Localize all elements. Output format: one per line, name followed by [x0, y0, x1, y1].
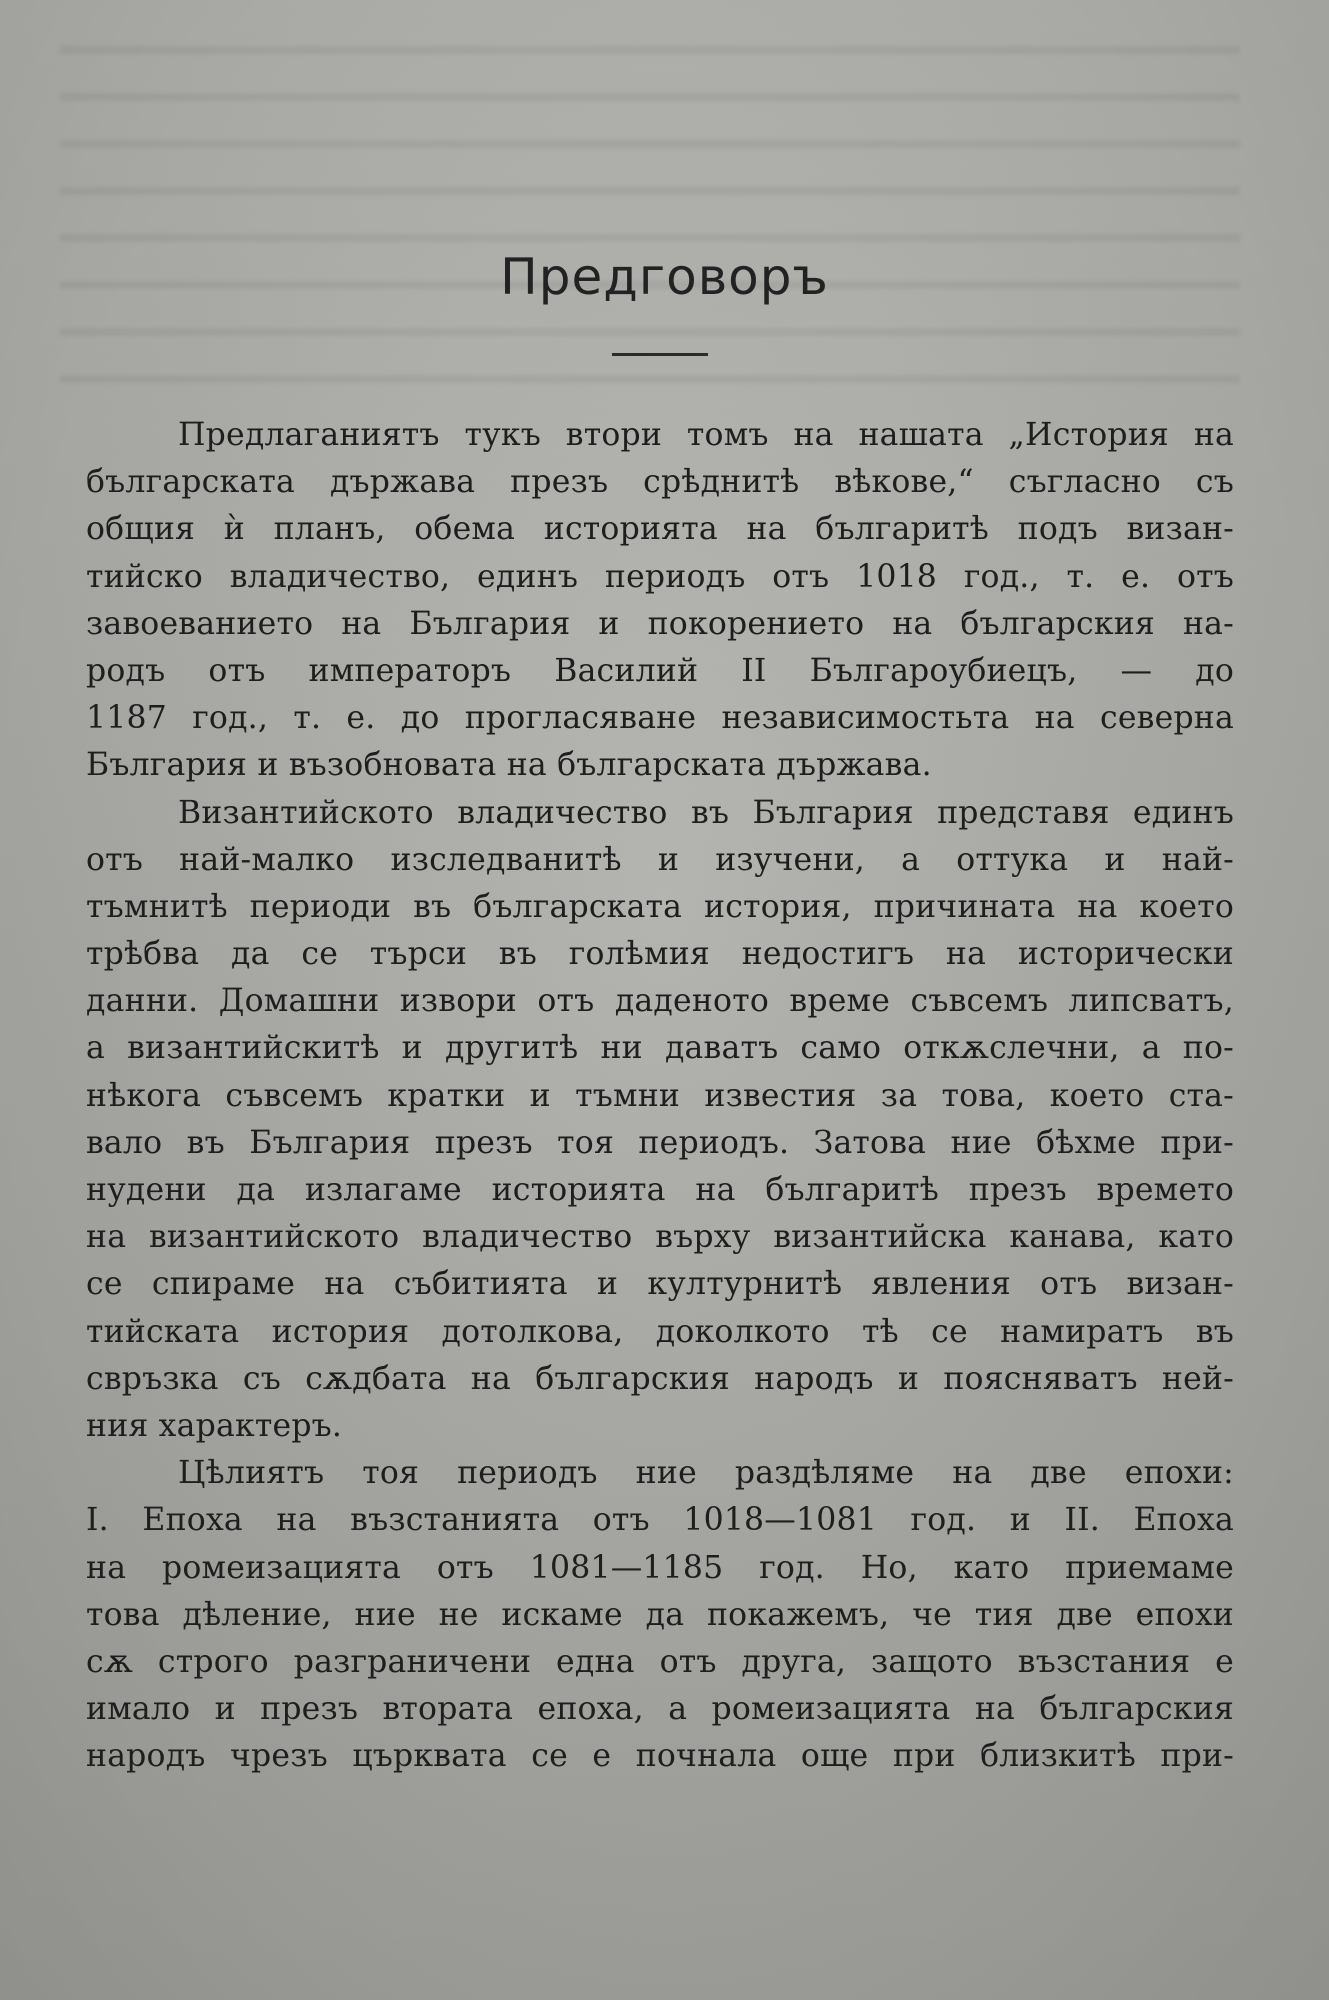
text-line: Предлаганиятъ тукъ втори томъ на нашата „История на [178, 417, 1234, 453]
text-line: родъ отъ императоръ Василий II Българоубиецъ, — до [86, 652, 1234, 689]
text-line: а византийскитѣ и другитѣ ни даватъ само откѫслечни, а по- [86, 1030, 1234, 1067]
text-line: имало и презъ втората епоха, а ромеизацията на българския [86, 1691, 1234, 1728]
text-line: сѫ строго разграничени една отъ друга, защото възстания е [86, 1643, 1234, 1680]
text-line: 1187 год., т. е. до прогласяване независимостьта на северна [86, 700, 1234, 737]
text-line: вало въ България презъ тоя периодъ. Затова ние бѣхме при- [86, 1124, 1234, 1161]
title-rule [612, 353, 708, 356]
text-line: свръзка съ сѫдбата на българския народъ и поясняватъ ней- [86, 1360, 1234, 1397]
text-line: отъ най-малко изследванитѣ и изучени, а оттука и най- [86, 841, 1234, 878]
text-line: народъ чрезъ църквата се е почнала още при близкитѣ при- [86, 1738, 1234, 1775]
text-line: се спираме на събитията и културнитѣ явления отъ визан- [86, 1266, 1234, 1303]
text-line: I. Епоха на възстанията отъ 1018—1081 год. и II. Епоха [86, 1502, 1234, 1539]
text-line: тийската история дотолкова, доколкото тѣ се намиратъ въ [86, 1313, 1234, 1350]
page-title: Предговоръ [500, 248, 829, 306]
text-line: това дѣление, ние не искаме да покажемъ, че тия две епохи [86, 1596, 1234, 1633]
text-line: тийско владичество, единъ периодъ отъ 1018 год., т. е. отъ [86, 558, 1234, 595]
text-line: Цѣлиятъ тоя периодъ ние раздѣляме на две епохи: [178, 1455, 1234, 1492]
text-line: българската държава презъ срѣднитѣ вѣкове,“ съгласно съ [86, 464, 1234, 501]
text-line: ния характеръ. [86, 1407, 343, 1444]
text-line: на византийското владичество върху византийска канава, като [86, 1219, 1234, 1256]
text-line: данни. Домашни извори отъ даденото време съвсемъ липсватъ, [86, 983, 1234, 1020]
text-line: на ромеизацията отъ 1081—1185 год. Но, като приемаме [86, 1549, 1234, 1586]
text-line: трѣбва да се търси въ голѣмия недостигъ на исторически [86, 936, 1234, 973]
body-text [86, 412, 1234, 1780]
bleed-through-text [60, 20, 1240, 410]
text-line: общия ѝ планъ, обема историята на българитѣ подъ визан- [86, 511, 1234, 548]
text-line: завоеванието на България и покорението на българския на- [86, 605, 1234, 642]
text-line: тъмнитѣ периоди въ българската история, причината на което [86, 888, 1234, 925]
text-line: България и възобновата на българската държава. [86, 747, 932, 784]
text-line: нудени да излагаме историята на българитѣ презъ времето [86, 1172, 1234, 1208]
text-line: нѣкога съвсемъ кратки и тъмни известия за това, което ста- [86, 1077, 1234, 1114]
text-line: Византийското владичество въ България представя единъ [178, 794, 1234, 831]
